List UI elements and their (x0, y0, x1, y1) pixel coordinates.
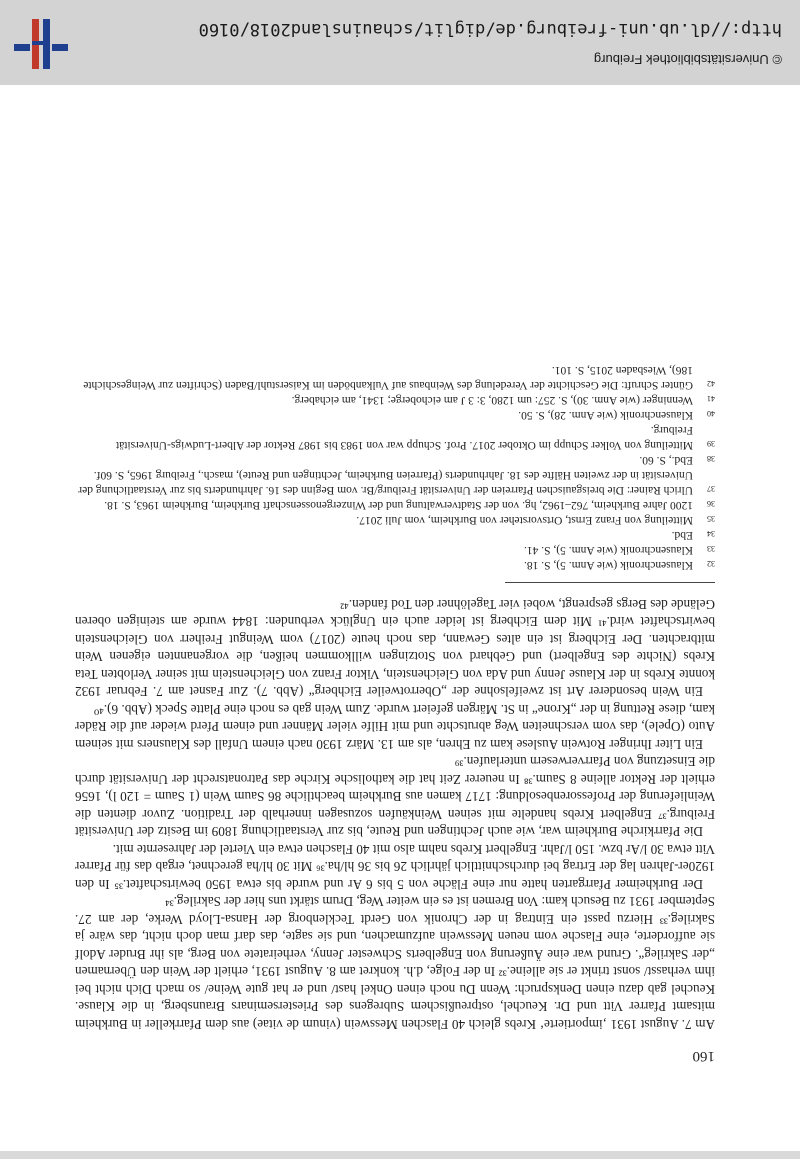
footnote-number: 39 (707, 439, 715, 449)
footnote-text: Ebd. (671, 529, 693, 542)
source-url-link[interactable]: http://dl.ub.uni-freiburg.de/diglit/schauinsland2018/0160 (198, 19, 782, 39)
footnote-text: Mitteilung von Volker Schupp im Oktober 2017. Prof. Schupp war von 1983 bis 1987 Rektor der Albert-Ludwigs-Universität Freiburg. (115, 424, 693, 452)
footnote-number: 37 (707, 484, 715, 494)
footnote (75, 468, 715, 498)
footnote-number: 40 (707, 409, 715, 419)
footnote-divider (505, 583, 715, 584)
footnote (75, 528, 715, 543)
footnote-text: Ulrich Rainer: Die breisgauischen Pfarreien der Universität Freiburg/Br. vom Beginn des 16. Jahrhunderts bis zur Verstaatlichung der Universität in der zweiten Hälfte des 18. Jahrhunderts (Pfarreien Burkheim, Jechtingen und Reute), masch., Freiburg 1965, S. 60f. (78, 469, 693, 497)
paragraph: Ein Wein besonderer Art ist zweifelsohne der „Oberrotweiler Eichberg“ (Abb. 7). Zur Fasnet am 7. Februar 1932 konnte Krebs in der Klause Jenny und Ada von Gleichenstein, Viktor Franz von Gleichenstein mit seiner Verlobten Teta Krebs (Nichte des Engelbert) und Gebhard von Stotzingen willkommen heißen, die vorgenannten eigenen Wein mitbrachten. Der Eichberg ist ein altes Gewann, das noch heute (2017) vom Weingut Freiherr von Gleichenstein bewirtschaftet wird.⁴¹ Mit dem Eichberg ist leider auch ein Unglück verbunden: 1844 wurde am steinigen oberen Gelände des Bergs gesprengt, wobei vier Tagelöhner den Tod fanden.⁴² (75, 597, 715, 700)
footnote (75, 408, 715, 423)
footnote-text: 1200 Jahre Burkheim, 762–1962, hg. von der Stadtverwaltung und der Winzergenossenschaft Burkheim, Burkheim 1963, S. 18. (104, 499, 693, 512)
footnote-text: Mitteilung von Franz Ernst, Ortsvorsteher von Burkheim, vom Juli 2017. (356, 514, 693, 527)
library-credit: © Universitätsbibliothek Freiburg (593, 52, 782, 67)
paragraph: Am 7. August 1931 ‚importierte‘ Krebs gleich 40 Flaschen Messwein (vinum de vitae) aus dem Pfarrkeller in Burkheim mitsamt Pfarrer Vitt und Dr. Keuchel, ostpreußischem Subregens des Priesterseminars Braunsberg, in die Klause. Keuchel gab dazu einen Denkspruch: Wenn Du noch einen Onkel hast/ und er hat gute Weine/ so mach Dich nicht bei ihm verhasst/ sonst trinkt er sie alleine.³² In der Folge, d.h. konkret am 8. August 1931, erhielt der Wein den Übernamen „der Sakrileg“. Grund war eine Äußerung von Engelberts Schwester Jenny, verheiratete von Berg, als ihr Bruder Adolf sie aufforderte, eine Flasche vom neuen Messwein aufzumachen, und sie sagte, das darf man doch nicht, das wäre ja Sakrileg.³³ Hierzu passt ein Eintrag in der Chronik von Gerdt Tecklenborg der Hansa-Lloyd Werke, der am 27. September 1931 zu Besuch kam: Von Bremen ist es ein weiter Weg, Drum stärkt uns hier der Sakrileg.³⁴ (75, 894, 715, 1032)
footnote (75, 423, 715, 453)
document-page (75, 363, 715, 1065)
footer-bar (0, 0, 800, 85)
footnote-number: 33 (707, 544, 715, 554)
footnote-text: Günter Schruft: Die Geschichte der Veredelung des Weinbaus auf Vulkanböden im Kaiserstuhl/Baden (Schriften zur Weingeschichte 186), Wiesbaden 2015, S. 101. (83, 364, 693, 392)
top-bar (0, 1151, 800, 1159)
footnote-number: 38 (707, 454, 715, 464)
footnote (75, 453, 715, 468)
page-number: 160 (692, 1048, 715, 1064)
university-library-logo (10, 13, 72, 75)
paragraph: Ein Liter Ihringer Rotwein Auslese kam zu Ehren, als am 13. März 1930 nach einem Unfall des Klausners mit seinem Auto (Opele), das vom verschneiten Weg abrutschte und mit Hilfe vieler Männer und einem Pferd wieder auf die Räder kam, diese Rettung in der „Krone“ in St. Märgen gefeiert wurde. Zum Wein gab es noch eine Platte Speck (Abb. 6).⁴⁰ (75, 702, 715, 752)
paragraph: Die Pfarrkirche Burkheim war, wie auch Jechtingen und Reute, bis zur Verstaatlichung 1809 im Besitz der Universität Freiburg.³⁷ Engelbert Krebs handelte mit seinen Weinkäufen sozusagen innerhalb der Tradition. Zuvor dienten die Weinlieferung der Professorenbesoldung: 1717 kamen aus Burkheim beachtliche 86 Saum Wein (1 Saum = 120 l), 1656 erhielt der Rektor alleine 8 Saum.³⁸ In neuerer Zeit hat die katholische Kirche das Patronatsrecht der Universität durch die Einsetzung von Pfarrverwesern unterlaufen.³⁹ (75, 754, 715, 840)
footnote (75, 513, 715, 528)
footnote-number: 42 (707, 379, 715, 389)
footnote-text: Klausenchronik (wie Anm. 5), S. 18. (524, 559, 693, 572)
footnote (75, 558, 715, 573)
footnote-number: 41 (707, 394, 715, 404)
footnote-number: 34 (707, 529, 715, 539)
footnote (75, 363, 715, 393)
footnote (75, 498, 715, 513)
footnote-number: 36 (707, 499, 715, 509)
body-text (75, 596, 715, 1034)
footnote-text: Ebd., S. 60. (639, 454, 693, 467)
footnote-number: 35 (707, 514, 715, 524)
footnote (75, 543, 715, 558)
footnote (75, 393, 715, 408)
footnotes (75, 363, 715, 573)
footnote-number: 32 (707, 559, 715, 569)
footnote-text: Wenninger (wie Anm. 30), S. 257: um 1280, 3: 3 J am eichoberge; 1341, am eichaberg. (291, 394, 693, 407)
footnote-text: Klausenchronik (wie Anm. 5), S. 41. (524, 544, 693, 557)
footnote-text: Klausenchronik (wie Anm. 28), S. 50. (518, 409, 693, 422)
paragraph: Der Burkheimer Pfarrgarten hatte nur eine Fläche von 5 bis 6 Ar und wurde bis etwa 1950 bewirtschaftet.³⁵ In den 1920er-Jahren lag der Ertrag bei durchschnittlich jährlich 26 bis 36 hl/ha.³⁶ Mit 30 hl/ha gerechnet, ergab das für Pfarrer Vitt etwa 30 l/Ar bzw. 150 l/Jahr. Engelbert Krebs nahm also mit 40 Flaschen etwa ein Viertel der Jahresernte mit. (75, 842, 715, 892)
